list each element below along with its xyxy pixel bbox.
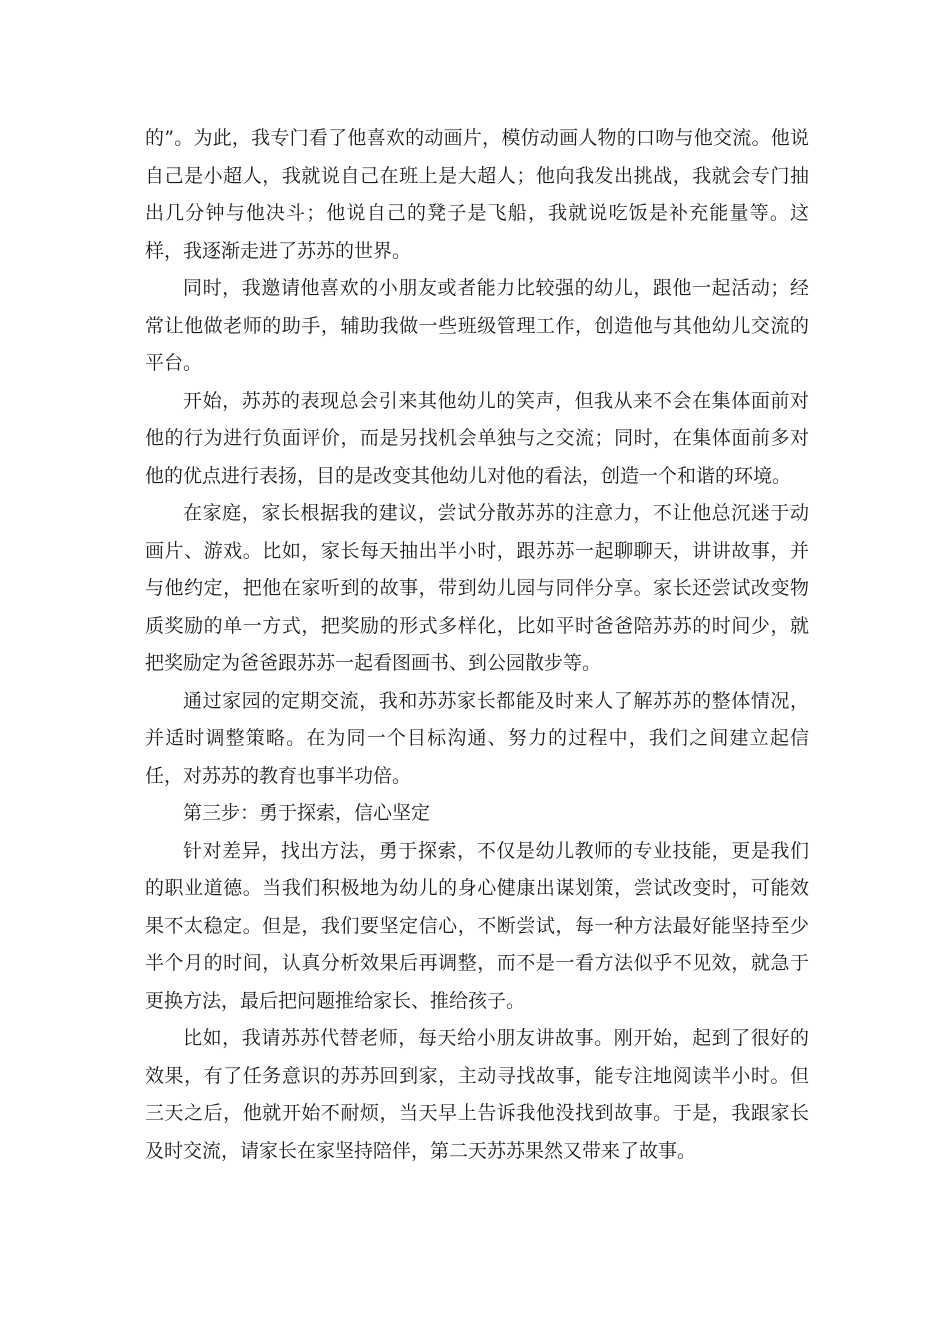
paragraph-3: 开始，苏苏的表现总会引来其他幼儿的笑声，但我从来不会在集体面前对他的行为进行负面评价，而是另找机会单独与之交流；同时，在集体面前多对他的优点进行表扬，目的是改变其他幼儿对他的看法，创造一个和谐的环境。 — [145, 389, 809, 487]
paragraph-7: 比如，我请苏苏代替老师，每天给小朋友讲故事。刚开始，起到了很好的效果，有了任务意识的苏苏回到家，主动寻找故事，能专注地阅读半小时。但三天之后，他就开始不耐烦，当天早上告诉我他没找到故事。于是，我跟家长及时交流，请家长在家坚持陪伴，第二天苏苏果然又带来了故事。 — [145, 1027, 809, 1162]
document-body — [145, 120, 809, 1170]
paragraph-4: 在家庭，家长根据我的建议，尝试分散苏苏的注意力，不让他总沉迷于动画片、游戏。比如，家长每天抽出半小时，跟苏苏一起聊聊天，讲讲故事，并与他约定，把他在家听到的故事，带到幼儿园与同伴分享。家长还尝试改变物质奖励的单一方式，把奖励的形式多样化，比如平时爸爸陪苏苏的时间少，就把奖励定为爸爸跟苏苏一起看图画书、到公园散步等。 — [145, 502, 809, 674]
section-heading-step-3: 第三步：勇于探索，信心坚定 — [183, 802, 431, 824]
paragraph-2: 同时，我邀请他喜欢的小朋友或者能力比较强的幼儿，跟他一起活动；经常让他做老师的助手，辅助我做一些班级管理工作，创造他与其他幼儿交流的平台。 — [145, 277, 809, 374]
paragraph-5: 通过家园的定期交流，我和苏苏家长都能及时来人了解苏苏的整体情况，并适时调整策略。在为同一个目标沟通、努力的过程中，我们之间建立起信任，对苏苏的教育也事半功倍。 — [145, 689, 809, 787]
paragraph-1: 的”。为此，我专门看了他喜欢的动画片，模仿动画人物的口吻与他交流。他说自己是小超人，我就说自己在班上是大超人；他向我发出挑战，我就会专门抽出几分钟与他决斗；他说自己的凳子是飞船，我就说吃饭是补充能量等。这样，我逐渐走进了苏苏的世界。 — [145, 127, 809, 262]
paragraph-6: 针对差异，找出方法，勇于探索，不仅是幼儿教师的专业技能，更是我们的职业道德。当我们积极地为幼儿的身心健康出谋划策，尝试改变时，可能效果不太稳定。但是，我们要坚定信心，不断尝试，每一种方法最好能坚持至少半个月的时间，认真分析效果后再调整，而不是一看方法似乎不见效，就急于更换方法，最后把问题推给家长、推给孩子。 — [145, 839, 809, 1012]
